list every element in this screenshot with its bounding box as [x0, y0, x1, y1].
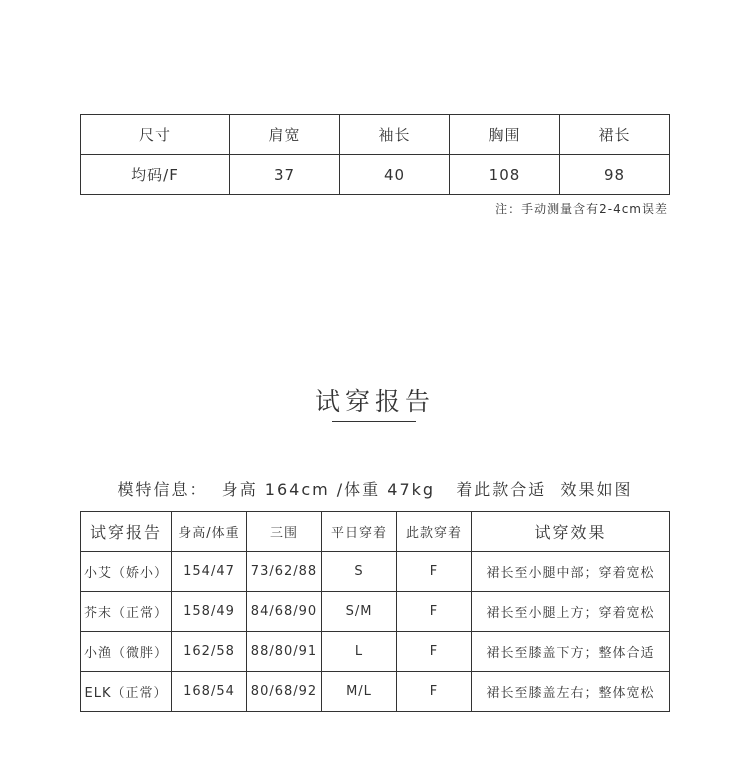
usual-size: S — [322, 552, 397, 592]
size-value-cell: 98 — [560, 155, 670, 195]
fit-header-cell: 三围 — [247, 512, 322, 552]
size-value-cell: 40 — [340, 155, 450, 195]
tester-name: 小渔（微胖） — [81, 632, 172, 672]
size-header-cell: 袖长 — [340, 115, 450, 155]
fit-result: 裙长至小腿上方；穿着宽松 — [472, 592, 670, 632]
size-value-cell: 均码/F — [81, 155, 230, 195]
table-row — [81, 552, 670, 592]
fit-result: 裙长至膝盖下方；整体合适 — [472, 632, 670, 672]
measurements: 88/80/91 — [247, 632, 322, 672]
trial-report-title: 试穿报告 — [314, 387, 435, 416]
measurements: 84/68/90 — [247, 592, 322, 632]
this-size: F — [397, 632, 472, 672]
size-value-row — [81, 155, 670, 195]
usual-size: M/L — [322, 672, 397, 712]
fit-header-cell: 试穿效果 — [472, 512, 670, 552]
measurements: 80/68/92 — [247, 672, 322, 712]
title-underline — [332, 421, 416, 422]
tester-name: ELK（正常） — [81, 672, 172, 712]
size-header-cell: 裙长 — [560, 115, 670, 155]
fit-result: 裙长至膝盖左右；整体宽松 — [472, 672, 670, 712]
measurement-note: 注：手动测量含有2-4cm误差 — [495, 202, 668, 216]
height-weight: 162/58 — [172, 632, 247, 672]
this-size: F — [397, 672, 472, 712]
table-row — [81, 632, 670, 672]
fit-report-table — [80, 511, 670, 712]
height-weight: 168/54 — [172, 672, 247, 712]
size-table — [80, 114, 670, 195]
fit-header-row — [81, 512, 670, 552]
size-value-cell: 37 — [230, 155, 340, 195]
size-header-row — [81, 115, 670, 155]
this-size: F — [397, 592, 472, 632]
usual-size: S/M — [322, 592, 397, 632]
fit-header-cell: 此款穿着 — [397, 512, 472, 552]
size-value-cell: 108 — [450, 155, 560, 195]
table-row — [81, 592, 670, 632]
usual-size: L — [322, 632, 397, 672]
size-header-cell: 肩宽 — [230, 115, 340, 155]
fit-header-cell: 身高/体重 — [172, 512, 247, 552]
model-info: 模特信息： 身高 164cm /体重 47kg 着此款合适 效果如图 — [117, 480, 633, 499]
fit-result: 裙长至小腿中部；穿着宽松 — [472, 552, 670, 592]
fit-header-cell: 平日穿着 — [322, 512, 397, 552]
fit-header-cell: 试穿报告 — [81, 512, 172, 552]
height-weight: 154/47 — [172, 552, 247, 592]
this-size: F — [397, 552, 472, 592]
height-weight: 158/49 — [172, 592, 247, 632]
size-header-cell: 胸围 — [450, 115, 560, 155]
tester-name: 芥末（正常） — [81, 592, 172, 632]
size-header-cell: 尺寸 — [81, 115, 230, 155]
measurements: 73/62/88 — [247, 552, 322, 592]
tester-name: 小艾（娇小） — [81, 552, 172, 592]
table-row — [81, 672, 670, 712]
